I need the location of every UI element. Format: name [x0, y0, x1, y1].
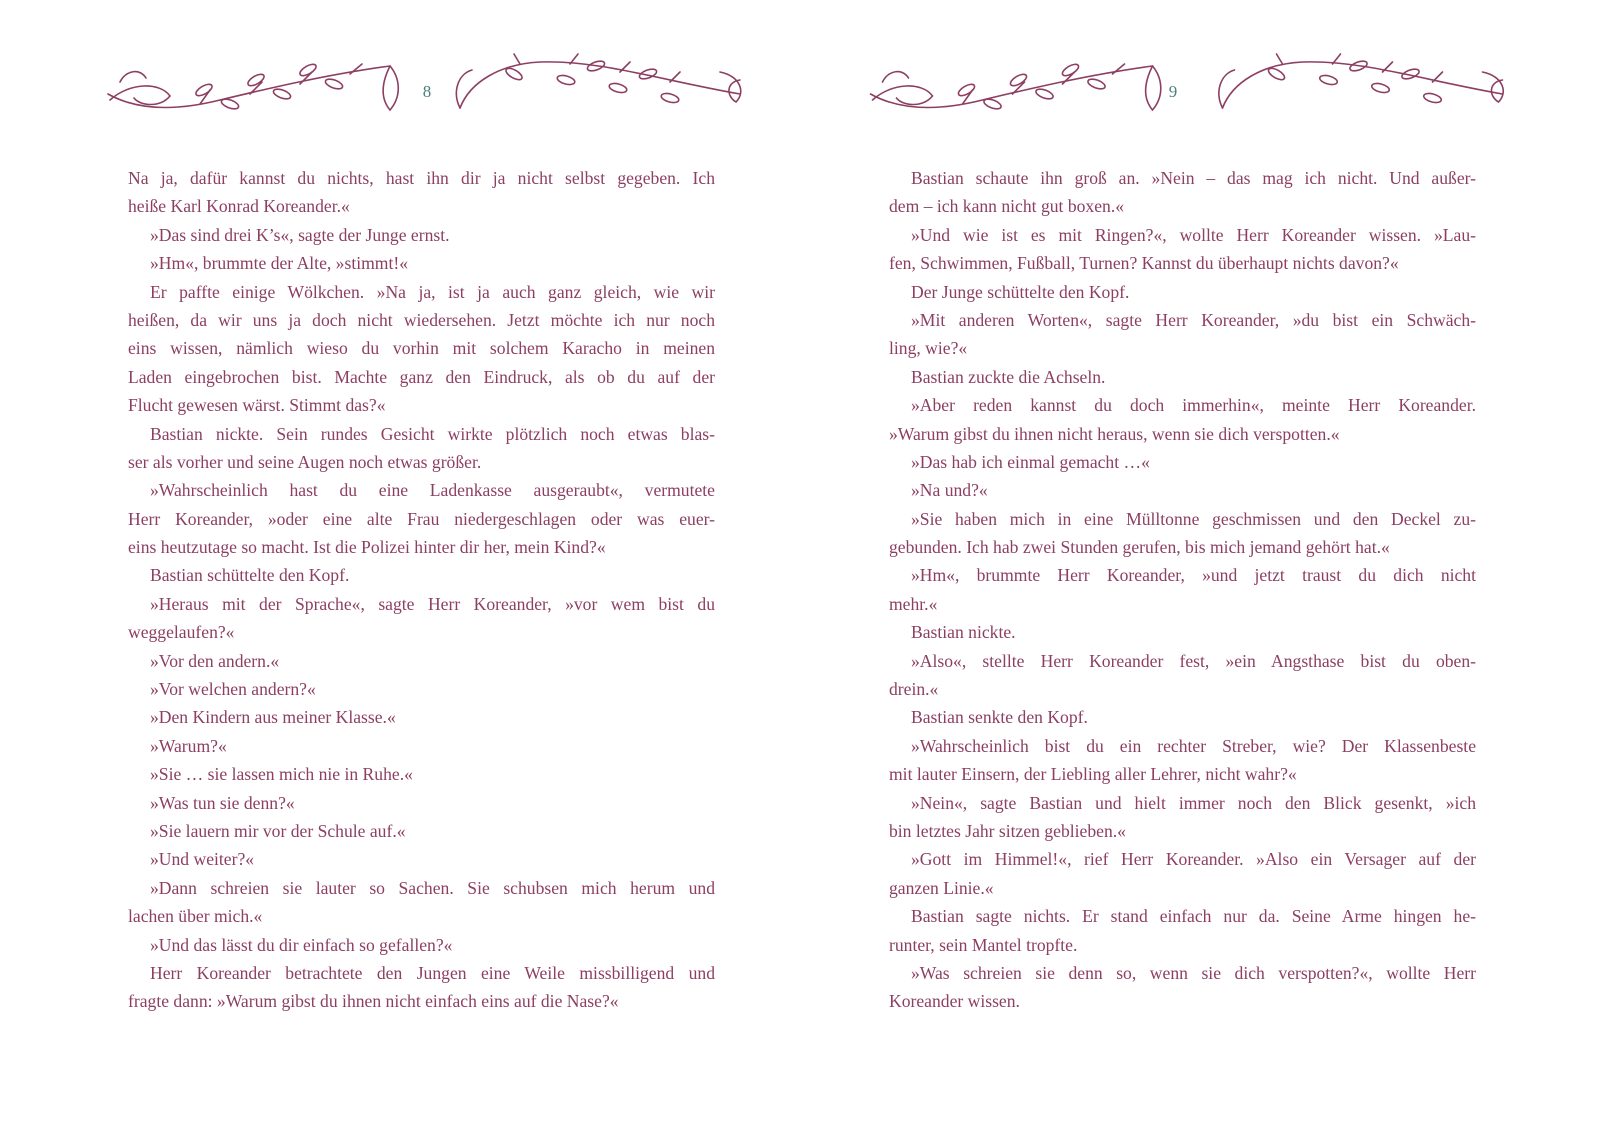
text-line: »Hm«, brummte Herr Koreander, »und jetzt traust du dich nicht: [911, 565, 1476, 586]
page-number: 8: [422, 82, 432, 101]
text-line: Bastian nickte. Sein rundes Gesicht wirkte plötzlich noch etwas blas-: [150, 423, 715, 444]
text-line: »Nein«, sagte Bastian und hielt immer noch den Blick gesenkt, »ich: [911, 792, 1476, 813]
text-line: Bastian senkte den Kopf.: [911, 707, 1088, 728]
text-line: Der Junge schüttelte den Kopf.: [911, 281, 1130, 302]
text-line: Bastian schüttelte den Kopf.: [150, 565, 350, 586]
text-line: »Und wie ist es mit Ringen?«, wollte Herr Koreander wissen. »Lau-: [911, 224, 1476, 245]
right-page: [800, 0, 1600, 1139]
text-line: Koreander wissen.: [889, 991, 1020, 1012]
page-text: [128, 164, 715, 1016]
text-line: ganzen Linie.«: [889, 877, 994, 898]
text-line: ling, wie?«: [889, 338, 968, 359]
text-line: »Na und?«: [911, 480, 988, 501]
text-line: Bastian nickte.: [911, 622, 1016, 643]
text-line: »Dann schreien sie lauter so Sachen. Sie schubsen mich herum und: [150, 877, 715, 898]
text-line: Laden eingebrochen bist. Machte ganz den Eindruck, als ob du auf der: [128, 366, 715, 387]
text-line: »Sie lauern mir vor der Schule auf.«: [150, 820, 406, 841]
text-line: Na ja, dafür kannst du nichts, hast ihn dir ja nicht selbst gegeben. Ich: [128, 168, 715, 188]
text-line: »Hm«, brummte der Alte, »stimmt!«: [150, 253, 409, 274]
text-line: »Aber reden kannst du doch immerhin«, meinte Herr Koreander.: [911, 395, 1476, 416]
text-line: runter, sein Mantel tropfte.: [889, 934, 1078, 955]
text-line: Herr Koreander betrachtete den Jungen eine Weile missbilligend und: [150, 962, 715, 983]
text-line: »Vor den andern.«: [150, 650, 280, 671]
text-line: weggelaufen?«: [128, 622, 235, 643]
text-line: heiße Karl Konrad Koreander.«: [128, 196, 350, 217]
text-line: mehr.«: [889, 593, 938, 614]
text-line: »Mit anderen Worten«, sagte Herr Koreander, »du bist ein Schwäch-: [911, 309, 1476, 330]
text-line: »Warum gibst du ihnen nicht heraus, wenn sie dich verspotten.«: [889, 423, 1340, 444]
text-line: ser als vorher und seine Augen noch etwas größer.: [128, 451, 482, 472]
text-line: heißen, da wir uns ja doch nicht wiedersehen. Jetzt möchte ich nur noch: [128, 309, 715, 330]
text-line: dem – ich kann nicht gut boxen.«: [889, 196, 1125, 217]
text-line: »Warum?«: [150, 735, 227, 756]
text-line: »Heraus mit der Sprache«, sagte Herr Koreander, »vor wem bist du: [150, 593, 715, 614]
text-line: »Den Kindern aus meiner Klasse.«: [150, 707, 396, 728]
text-line: Bastian zuckte die Achseln.: [911, 366, 1106, 387]
text-line: »Gott im Himmel!«, rief Herr Koreander. »Also ein Versager auf der: [911, 849, 1476, 870]
text-line: »Was schreien sie denn so, wenn sie dich verspotten?«, wollte Herr: [911, 962, 1476, 983]
text-line: »Sie haben mich in eine Mülltonne geschmissen und den Deckel zu-: [911, 508, 1476, 529]
text-line: »Und das lässt du dir einfach so gefallen?«: [150, 934, 453, 955]
text-line: eins heutzutage so macht. Ist die Polizei hinter dir her, mein Kind?«: [128, 537, 606, 558]
text-line: fen, Schwimmen, Fußball, Turnen? Kannst du überhaupt nichts davon?«: [889, 253, 1399, 274]
text-line: mit lauter Einsern, der Liebling aller Lehrer, nicht wahr?«: [889, 764, 1297, 785]
text-line: »Was tun sie denn?«: [150, 792, 295, 813]
text-line: »Das sind drei K’s«, sagte der Junge ernst.: [150, 224, 450, 245]
text-line: »Sie … sie lassen mich nie in Ruhe.«: [150, 764, 413, 785]
text-line: fragte dann: »Warum gibst du ihnen nicht einfach eins auf die Nase?«: [128, 991, 619, 1012]
page-text: [889, 164, 1476, 1016]
text-line: Bastian schaute ihn groß an. »Nein – das mag ich nicht. Und außer-: [911, 168, 1476, 188]
text-line: »Das hab ich einmal gemacht …«: [911, 451, 1150, 472]
text-line: gebunden. Ich hab zwei Stunden gerufen, bis mich jemand gehört hat.«: [889, 537, 1390, 558]
text-line: »Und weiter?«: [150, 849, 255, 870]
text-line: »Wahrscheinlich bist du ein rechter Streber, wie? Der Klassenbeste: [911, 735, 1476, 756]
page-number: 9: [1168, 82, 1178, 101]
text-line: Er paffte einige Wölkchen. »Na ja, ist ja auch ganz gleich, wie wir: [150, 281, 715, 302]
text-line: lachen über mich.«: [128, 906, 263, 927]
text-line: Herr Koreander, »oder eine alte Frau niedergeschlagen oder was euer-: [128, 508, 715, 529]
text-line: drein.«: [889, 679, 939, 700]
text-line: Flucht gewesen wärst. Stimmt das?«: [128, 395, 386, 416]
text-line: »Vor welchen andern?«: [150, 679, 316, 700]
text-line: bin letztes Jahr sitzen geblieben.«: [889, 820, 1126, 841]
text-line: eins wissen, nämlich wieso du vorhin mit solchem Karacho in meinen: [128, 338, 715, 359]
text-line: »Wahrscheinlich hast du eine Ladenkasse ausgeraubt«, vermutete: [150, 480, 715, 501]
text-line: Bastian sagte nichts. Er stand einfach nur da. Seine Arme hingen he-: [911, 906, 1476, 927]
text-line: »Also«, stellte Herr Koreander fest, »ein Angsthase bist du oben-: [911, 650, 1476, 671]
